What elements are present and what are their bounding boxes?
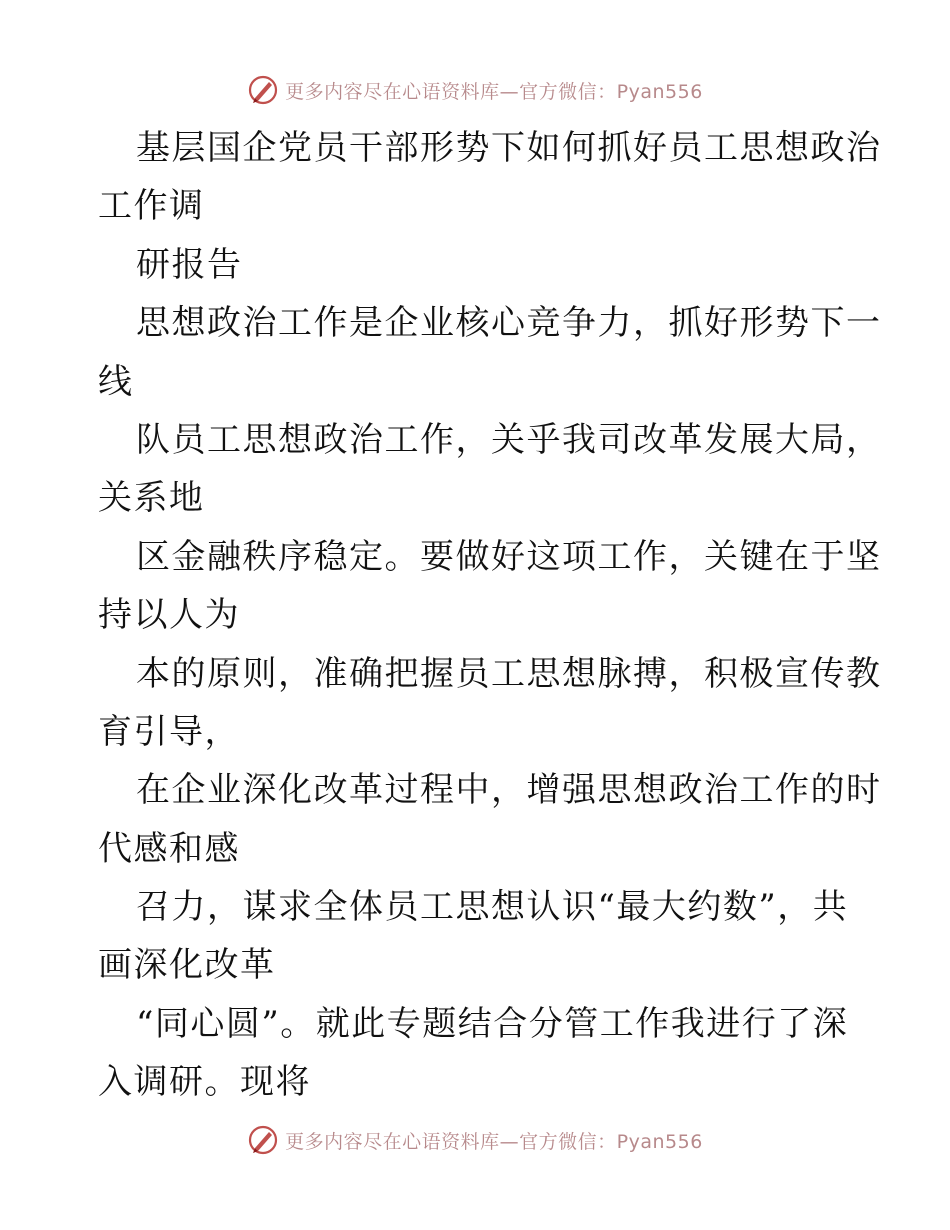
watermark-text: 更多内容尽在心语资料库—官方微信：Pyan556 [285, 1130, 703, 1153]
text-line: 育引导， [98, 711, 240, 752]
document-body [98, 119, 882, 1112]
text-line: 持以人为 [98, 595, 240, 636]
text-line: 基层国企党员干部形势下如何抓好员工思想政治 [136, 128, 882, 168]
footer-watermark [0, 1120, 950, 1160]
text-line: 队员工思想政治工作，关乎我司改革发展大局， [136, 419, 882, 460]
text-line: 在企业深化改革过程中，增强思想政治工作的时 [136, 770, 882, 811]
text-line: 代感和感 [98, 828, 240, 869]
pen-logo-icon [247, 74, 279, 106]
watermark-text: 更多内容尽在心语资料库—官方微信：Pyan556 [285, 80, 703, 103]
text-line: 思想政治工作是企业核心竞争力，抓好形势下一 [136, 303, 882, 344]
pen-logo-icon [247, 1124, 279, 1156]
text-line: 研报告 [136, 244, 243, 285]
text-line: 关系地 [98, 478, 205, 519]
text-line: “同心圆”。就此专题结合分管工作我进行了深 [136, 1003, 849, 1044]
text-line: 本的原则，准确把握员工思想脉搏，积极宣传教 [136, 653, 882, 694]
text-line: 工作调 [98, 186, 205, 227]
text-line: 区金融秩序稳定。要做好这项工作，关键在于坚 [136, 536, 882, 577]
text-line: 召力，谋求全体员工思想认识“最大约数”，共 [136, 887, 849, 928]
text-line: 入调研。现将 [98, 1062, 311, 1103]
text-line: 画深化改革 [98, 945, 276, 986]
header-watermark [0, 70, 950, 110]
text-line: 线 [98, 361, 134, 402]
